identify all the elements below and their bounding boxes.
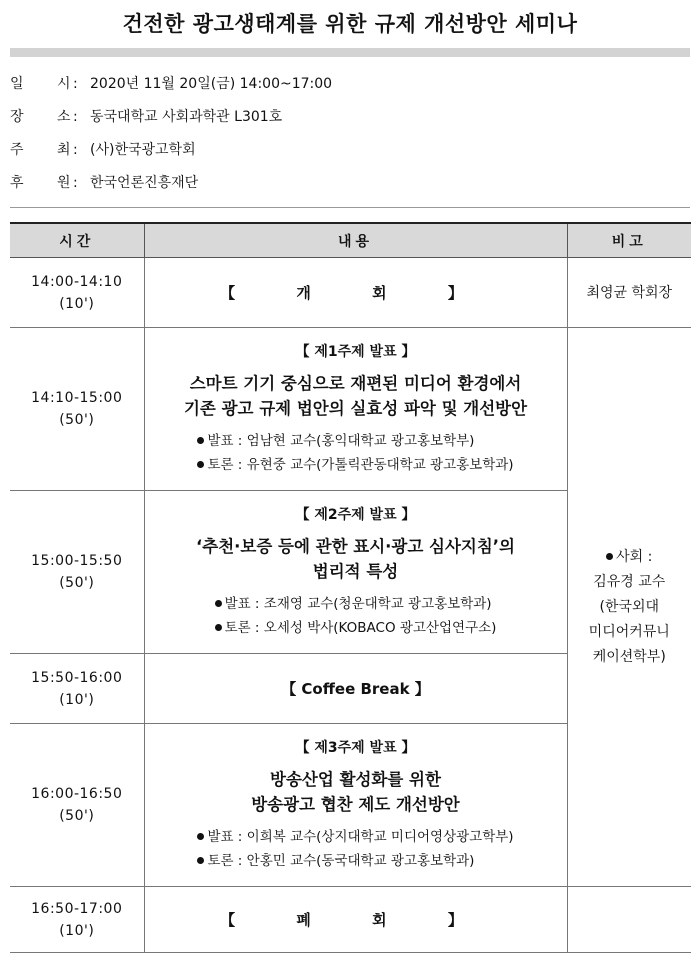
schedule-table	[10, 222, 691, 953]
topic-tag: 【 제3주제 발표 】	[295, 740, 416, 756]
moderator-info	[568, 545, 692, 670]
note-cell	[567, 258, 691, 328]
closing-label: 【 폐 회 】	[220, 911, 491, 929]
content-cell	[144, 491, 567, 654]
info-value-sponsor: 한국언론진흥재단	[90, 175, 199, 191]
presenter-text: 발표 : 엄남현 교수(홍익대학교 광고홍보학부)	[207, 433, 475, 449]
duration: (10')	[59, 691, 95, 708]
time-range: 14:00-14:10	[31, 273, 123, 290]
topic-title-line: ‘추천·보증 등에 관한 표시·광고 심사지침’의	[195, 537, 515, 556]
info-colon: :	[73, 109, 78, 125]
info-colon: :	[73, 76, 78, 92]
info-key-1: 후	[10, 175, 24, 191]
table-row	[10, 328, 691, 491]
info-row-venue	[10, 105, 690, 138]
info-row-host	[10, 138, 690, 171]
time-cell	[10, 654, 144, 724]
discussant-text: 토론 : 오세성 박사(KOBACO 광고산업연구소)	[224, 620, 497, 636]
topic-title	[145, 371, 567, 421]
time-cell	[10, 724, 144, 887]
header-content: 내용	[144, 223, 567, 258]
topic-title-line: 법리적 특성	[312, 562, 399, 581]
bullet-icon	[197, 437, 204, 444]
info-colon: :	[73, 175, 78, 191]
break-label: 【 Coffee Break 】	[281, 680, 430, 698]
opening-label: 【 개 회 】	[220, 284, 491, 302]
topic-tag: 【 제2주제 발표 】	[295, 507, 416, 523]
header-time: 시간	[10, 223, 144, 258]
duration: (50')	[59, 575, 95, 591]
time-cell	[10, 328, 144, 491]
discussant-text: 토론 : 유현중 교수(가톨릭관동대학교 광고홍보학과)	[207, 457, 514, 473]
time-range: 16:50-17:00	[31, 900, 123, 917]
info-key-2: 시	[57, 76, 71, 92]
duration: (50')	[59, 412, 95, 428]
discussant-text: 토론 : 안홍민 교수(동국대학교 광고홍보학과)	[207, 853, 475, 869]
time-range: 16:00-16:50	[31, 786, 123, 802]
table-row	[10, 887, 691, 953]
page-title: 건전한 광고생태계를 위한 규제 개선방안 세미나	[122, 12, 578, 36]
bullet-icon	[606, 553, 613, 560]
discussant	[215, 616, 497, 640]
moderator-affiliation-line: 미디어커뮤니	[588, 623, 670, 640]
topic-tag: 【 제1주제 발표 】	[295, 344, 416, 360]
time-cell	[10, 887, 144, 953]
info-row-sponsor	[10, 171, 690, 204]
info-key-1: 주	[10, 142, 24, 158]
duration: (10')	[59, 922, 95, 939]
moderator-affiliation-line: 케이션학부)	[592, 648, 666, 665]
content-cell	[144, 654, 567, 724]
bullet-icon	[197, 833, 204, 840]
content-cell	[144, 724, 567, 887]
presenter	[215, 592, 497, 616]
time-range: 14:10-15:00	[31, 390, 123, 406]
moderator-role: 사회 :	[568, 545, 692, 570]
bullet-icon	[215, 624, 222, 631]
time-range: 15:00-15:50	[31, 553, 123, 569]
content-cell	[144, 887, 567, 953]
discussant	[197, 453, 513, 477]
info-value-host: (사)한국광고학회	[90, 142, 196, 158]
participants	[215, 592, 497, 640]
topic-title-line: 스마트 기기 중심으로 재편된 미디어 환경에서	[189, 374, 522, 393]
participants	[197, 429, 513, 477]
header-note: 비고	[567, 223, 691, 258]
presenter-text: 발표 : 이희복 교수(상지대학교 미디어영상광고학부)	[207, 829, 514, 845]
title-underline-bar	[10, 48, 690, 57]
presenter-text: 발표 : 조재영 교수(청운대학교 광고홍보학과)	[224, 596, 492, 612]
info-row-date	[10, 72, 690, 105]
participants	[197, 825, 513, 873]
info-value-venue: 동국대학교 사회과학관 L301호	[90, 109, 283, 125]
presenter	[197, 825, 513, 849]
moderator-affiliation-line: (한국외대	[599, 598, 660, 615]
time-range: 15:50-16:00	[31, 669, 123, 686]
info-value-date: 2020년 11월 20일(금) 14:00~17:00	[90, 76, 333, 92]
info-colon: :	[73, 142, 78, 158]
presenter	[197, 429, 513, 453]
opening-host: 최영균 학회장	[586, 284, 673, 301]
topic-title-line: 방송광고 협찬 제도 개선방안	[251, 795, 460, 814]
info-key-2: 소	[57, 109, 71, 125]
table-row	[10, 258, 691, 328]
topic-title-line: 기존 광고 규제 법안의 실효성 파악 및 개선방안	[183, 399, 528, 418]
info-key-1: 일	[10, 76, 24, 92]
moderator-cell	[567, 328, 691, 887]
note-cell	[567, 887, 691, 953]
moderator-name: 김유경 교수	[593, 573, 666, 590]
topic-title	[145, 767, 567, 817]
duration: (50')	[59, 808, 95, 824]
bullet-icon	[197, 461, 204, 468]
table-header-row	[10, 223, 691, 258]
time-cell	[10, 258, 144, 328]
info-key-1: 장	[10, 109, 24, 125]
topic-title-line: 방송산업 활성화를 위한	[270, 770, 441, 789]
bullet-icon	[197, 857, 204, 864]
section-divider	[10, 207, 690, 208]
content-cell	[144, 258, 567, 328]
info-key-2: 원	[57, 175, 71, 191]
bullet-icon	[215, 600, 222, 607]
time-cell	[10, 491, 144, 654]
discussant	[197, 849, 513, 873]
info-key-2: 최	[57, 142, 71, 158]
topic-title	[145, 534, 567, 584]
event-info	[10, 72, 690, 204]
duration: (10')	[59, 295, 95, 312]
content-cell	[144, 328, 567, 491]
